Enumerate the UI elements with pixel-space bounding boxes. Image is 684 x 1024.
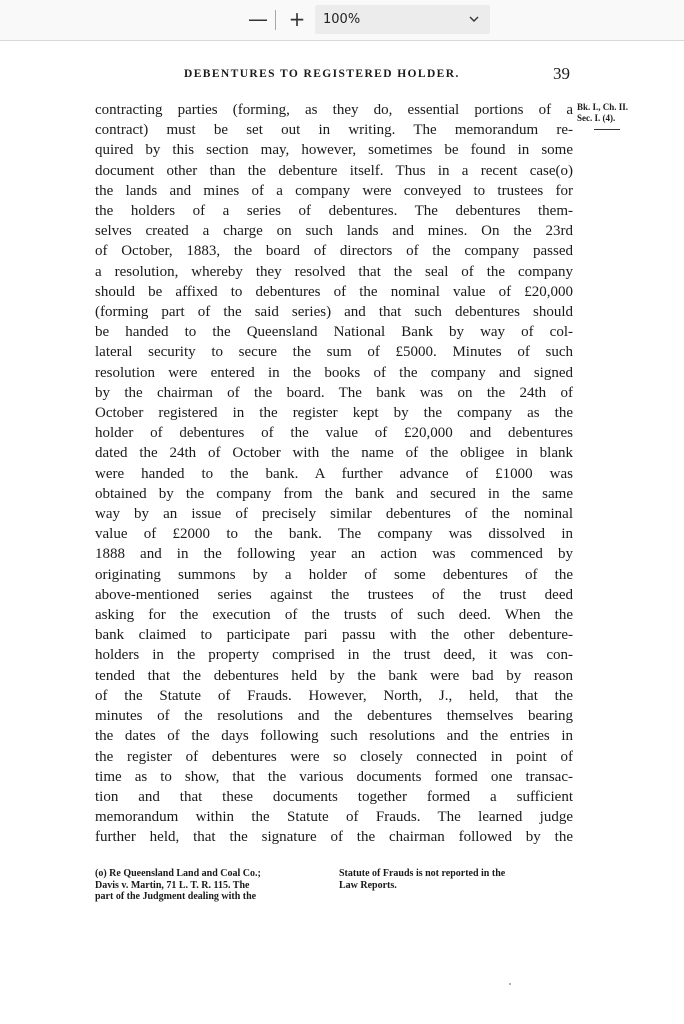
toolbar-divider	[275, 10, 276, 30]
text-line: October registered in the register kept by the company as the	[95, 405, 573, 422]
margin-note-section: Sec. I. (4).	[577, 113, 616, 123]
footnote-line: Statute of Frauds is not reported in the	[339, 868, 506, 879]
text-line: by the chairman of the board. The bank was on the 24th of	[95, 384, 573, 401]
text-line: asking for the execution of the trusts of such deed. When the	[95, 607, 573, 624]
text-line: be handed to the Queensland National Bank by way of col-	[95, 324, 573, 341]
text-line: (forming part of the said series) and that such debentures should	[95, 304, 573, 321]
text-line: minutes of the resolutions and the debentures themselves bearing	[95, 708, 573, 725]
text-line: originating summons by a holder of some debentures of the	[95, 566, 573, 583]
text-line: the holders of a series of debentures. The debentures them-	[95, 203, 573, 220]
text-line: the dates of the days following such resolutions and the entries in	[95, 728, 573, 745]
text-line: further held, that the signature of the chairman followed by the	[95, 829, 573, 846]
text-line: selves created a charge on such lands and mines. On the 23rd	[95, 223, 573, 240]
text-line: holder of debentures of the value of £20,000 and debentures	[95, 425, 573, 442]
text-line: tended that the debentures held by the bank were bad by reason	[95, 667, 573, 684]
text-line: contract) must be set out in writing. The memorandum re-	[95, 122, 573, 139]
text-line: way by an issue of precisely similar debentures of the nominal	[95, 506, 573, 523]
page-number: 39	[553, 64, 570, 83]
text-line: the lands and mines of a company were conveyed to trustees for	[95, 182, 573, 199]
zoom-level-select[interactable]	[315, 5, 490, 34]
text-line: time as to show, that the various documents formed one transac-	[95, 768, 573, 785]
margin-note-book-chapter: Bk. I., Ch. II.	[577, 102, 629, 112]
text-line: resolution were entered in the books of the company and signed	[95, 364, 573, 381]
text-line: a resolution, whereby they resolved that the seal of the company	[95, 263, 573, 280]
text-line: bank claimed to participate pari passu with the other debenture-	[95, 627, 573, 644]
text-line: tion and that these documents together formed a sufficient	[95, 788, 573, 805]
zoom-in-button[interactable]	[285, 7, 309, 31]
footnote-line: Davis v. Martin, 71 L. T. R. 115. The	[95, 879, 250, 891]
running-head: DEBENTURES TO REGISTERED HOLDER.	[184, 68, 460, 80]
text-line: 1888 and in the following year an action was commenced by	[95, 546, 573, 563]
text-line: dated the 24th of October with the name of the obligee in blank	[95, 445, 573, 462]
minus-icon: —	[248, 7, 268, 31]
chevron-down-icon	[468, 13, 480, 25]
text-line: above-mentioned series against the trustees of the trust deed	[95, 586, 573, 603]
text-line: the register of debentures were so closely connected in point of	[95, 748, 573, 765]
scan-speck	[509, 983, 511, 985]
footnote-line: part of the Judgment dealing with the	[95, 891, 257, 902]
footnote-column-right	[339, 868, 579, 891]
text-line: lateral security to secure the sum of £5000. Minutes of such	[95, 344, 573, 361]
text-line: quired by this section may, however, sometimes be found in some	[95, 142, 573, 159]
margin-rule	[594, 129, 620, 130]
text-line: value of £2000 to the bank. The company was dissolved in	[95, 526, 573, 543]
text-line: should be affixed to debentures of the nominal value of £20,000	[95, 283, 573, 300]
footnote-line: (o) Re Queensland Land and Coal Co.;	[95, 868, 261, 879]
footnote-column-left	[95, 868, 333, 903]
zoom-out-button[interactable]	[246, 7, 270, 31]
text-line: contracting parties (forming, as they do, essential portions of a	[95, 102, 573, 118]
plus-icon: +	[288, 7, 306, 31]
text-line: memorandum within the Statute of Frauds. The learned judge	[95, 809, 573, 826]
zoom-level-value: 100%	[323, 12, 361, 27]
margin-note	[577, 102, 637, 124]
body-text	[95, 100, 573, 848]
text-line: were handed to the bank. A further advance of £1000 was	[95, 465, 573, 482]
text-line: obtained by the company from the bank and secured in the same	[95, 485, 573, 502]
text-line: of October, 1883, the board of directors of the company passed	[95, 243, 573, 260]
footnote-line: Law Reports.	[339, 879, 397, 891]
text-line: document other than the debenture itself. Thus in a recent case(o)	[95, 162, 573, 179]
text-line: holders in the property comprised in the trust deed, it was con-	[95, 647, 573, 664]
text-line: of the Statute of Frauds. However, North, J., held, that the	[95, 687, 573, 704]
pdf-toolbar	[0, 0, 684, 41]
